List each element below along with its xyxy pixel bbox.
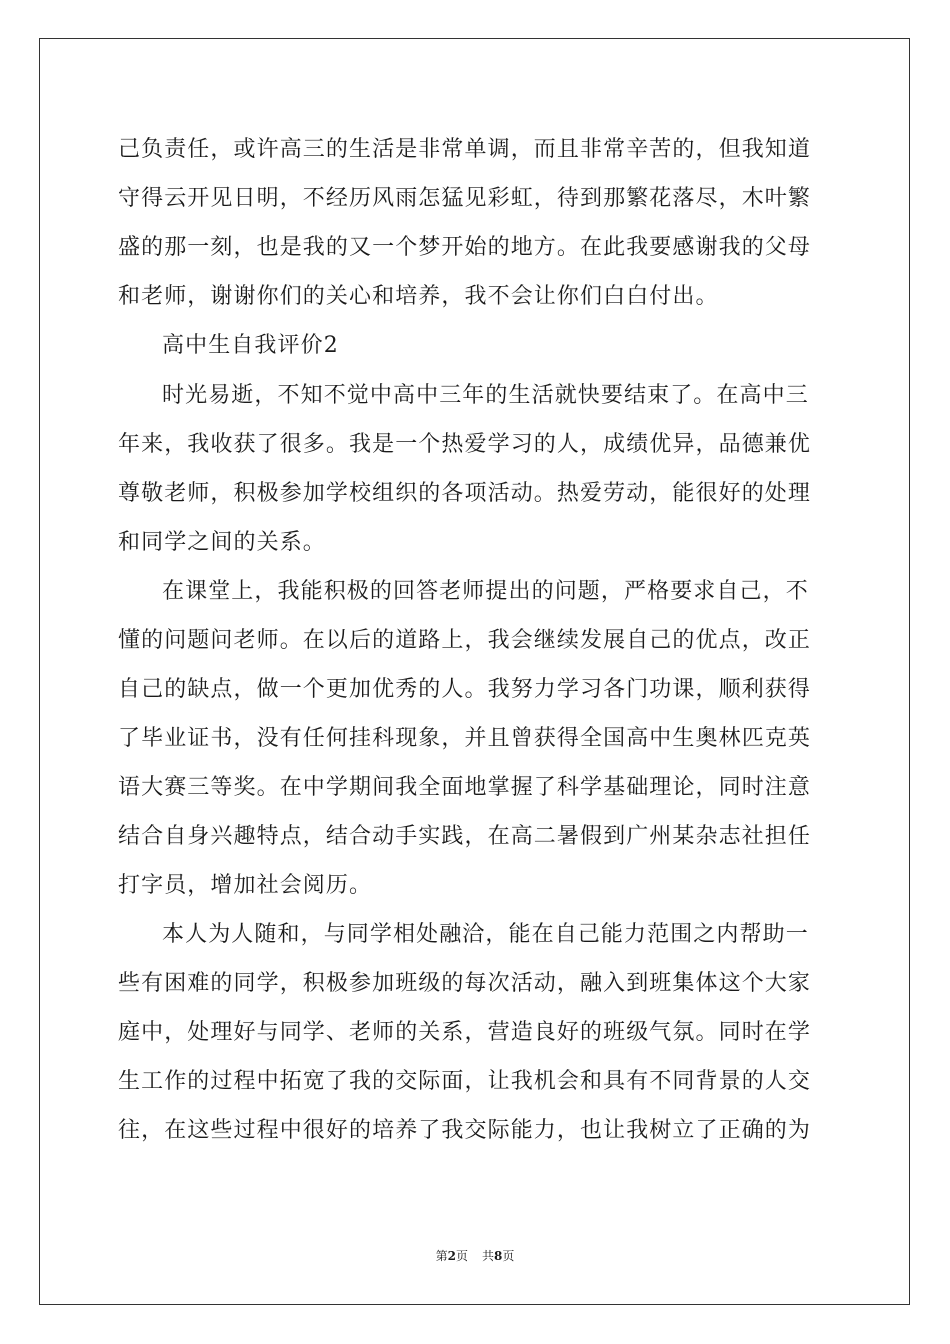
body-text-line: 时光易逝，不知不觉中高中三年的生活就快要结束了。在高中三 xyxy=(162,383,809,408)
body-text-line: 庭中，处理好与同学、老师的关系，营造良好的班级气氛。同时在学 xyxy=(118,1020,812,1045)
body-text-line: 了毕业证书，没有任何挂科现象，并且曾获得全国高中生奥林匹克英 xyxy=(118,726,812,751)
section-heading: 高中生自我评价2 xyxy=(162,333,339,358)
body-text-line: 语大赛三等奖。在中学期间我全面地掌握了科学基础理论，同时注意 xyxy=(118,775,812,800)
body-text-line: 些有困难的同学，积极参加班级的每次活动，融入到班集体这个大家 xyxy=(118,971,812,996)
total-pages: 8 xyxy=(494,1249,503,1263)
body-text-line: 守得云开见日明，不经历风雨怎猛见彩虹，待到那繁花落尽，木叶繁 xyxy=(118,186,812,211)
page-number-label: 第2页 xyxy=(435,1249,468,1263)
page-number: 2 xyxy=(447,1249,456,1263)
body-text-line: 尊敬老师，积极参加学校组织的各项活动。热爱劳动，能很好的处理 xyxy=(118,481,812,506)
body-text-line: 打字员，增加社会阅历。 xyxy=(118,873,373,898)
body-text-line: 生工作的过程中拓宽了我的交际面，让我机会和具有不同背景的人交 xyxy=(118,1069,812,1094)
body-text-line: 在课堂上，我能积极的回答老师提出的问题，严格要求自己，不 xyxy=(162,579,809,604)
body-text-line: 己负责任，或许高三的生活是非常单调，而且非常辛苦的，但我知道 xyxy=(118,137,812,162)
body-text-line: 结合自身兴趣特点，结合动手实践，在高二暑假到广州某杂志社担任 xyxy=(118,824,812,849)
body-text-line: 往，在这些过程中很好的培养了我交际能力，也让我树立了正确的为 xyxy=(118,1118,812,1143)
body-text-line: 本人为人随和，与同学相处融洽，能在自己能力范围之内帮助一 xyxy=(162,922,809,947)
body-text-line: 和老师，谢谢你们的关心和培养，我不会让你们白白付出。 xyxy=(118,284,719,309)
body-text-line: 自己的缺点，做一个更加优秀的人。我努力学习各门功课，顺利获得 xyxy=(118,677,812,702)
body-text-line: 和同学之间的关系。 xyxy=(118,530,326,555)
body-text-line: 年来，我收获了很多。我是一个热爱学习的人，成绩优异，品德兼优 xyxy=(118,432,812,457)
total-pages-label: 共8页 xyxy=(482,1249,515,1263)
body-text-line: 懂的问题问老师。在以后的道路上，我会继续发展自己的优点，改正 xyxy=(118,628,812,653)
page-footer xyxy=(0,1248,950,1264)
body-text-line: 盛的那一刻，也是我的又一个梦开始的地方。在此我要感谢我的父母 xyxy=(118,235,812,260)
